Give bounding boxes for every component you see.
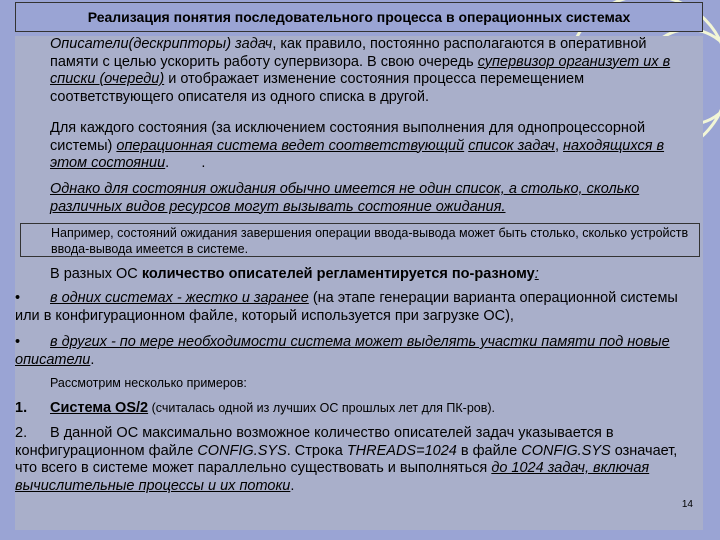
p4-text-a: В разных ОС (50, 266, 142, 282)
slide-content (15, 36, 703, 530)
dynamic-allocation-phrase: в других - по мере необходимости система может выделять участки памяти под новые описатели (15, 334, 670, 368)
item2-text-g: означает, что всего в системе может параллельно существовать и выполняться (15, 442, 678, 476)
list-item-os2 (15, 400, 690, 418)
item2-text-e: в файле (456, 442, 522, 459)
bullet-fixed-systems (15, 290, 690, 325)
bullet-dynamic-systems (15, 334, 690, 369)
p2-end: . . (165, 155, 206, 171)
config-file-name-2: CONFIG.SYS (521, 442, 611, 459)
item2-text-c: . Строка (286, 442, 347, 459)
slide-title-text: Реализация понятия последовательного процесса в операционных системах (87, 9, 631, 25)
bullet-marker: • (15, 290, 21, 306)
in-this-state-phrase: находящихся в этом состоянии (50, 137, 665, 171)
config-file-name: CONFIG.SYS (197, 442, 287, 459)
item2-end: . (290, 477, 295, 494)
list-item-config (15, 425, 690, 495)
os2-system-name: Система OS/2 (50, 400, 149, 416)
paragraph-descriptors (15, 36, 690, 106)
page-number: 14 (681, 499, 693, 510)
threads-setting: THREADS=1024 (346, 442, 457, 459)
fixed-in-advance-phrase: в одних системах - жестко и заранее (50, 290, 309, 306)
bullet1-text: (на этапе генерации варианта операционной системы или в конфигурационном файле, который используется при загрузке ОС), (15, 290, 678, 324)
p1-text-d: и отображает изменение состояния процесса перемещением соответствующего описателя из одного списка в другой. (50, 71, 585, 105)
slide-title (15, 2, 703, 32)
max-tasks-phrase: до 1024 задач, включая вычислительные процессы и их потоки (15, 460, 650, 494)
list-number: 1. (15, 400, 28, 416)
bullet-marker: • (15, 334, 21, 350)
p2-comma: , (554, 137, 564, 154)
paragraph-descriptor-count (15, 266, 690, 284)
list-number: 2. (15, 425, 28, 441)
paragraph-examples-intro: Рассмотрим несколько примеров: (50, 376, 247, 390)
p4-colon: : (534, 266, 539, 282)
p1-text-b: , как правило, постоянно располагаются в оперативной памяти с целью ускорить работу супервизора. В свою очередь (50, 36, 647, 70)
term-descriptors: Описатели(дескрипторы) задач (50, 36, 273, 52)
paragraph-state-lists (15, 120, 690, 173)
paragraph-waiting-lists: Однако для состояния ожидания обычно имеется не один список, а столько, сколько различных видов ресурсов могут вызывать состояние ожидания. (50, 181, 640, 215)
example-note-box (20, 223, 700, 257)
count-regulated-phrase: количество описателей регламентируется по-разному (141, 266, 535, 282)
p2-text-a: Для каждого состояния (за исключением состояния выполнения для однопроцессорной системы) (50, 120, 646, 154)
bullet2-end: . (90, 351, 95, 368)
os-maintains-phrase: операционная система ведет соответствующий (116, 137, 465, 154)
task-list-phrase: список задач (468, 137, 555, 154)
example-note-text: Например, состояний ожидания завершения операции ввода-вывода может быть столько, сколько устройств ввода-вывода имеется в системе. (51, 226, 689, 256)
supervisor-phrase: супервизор организует их в списки (очереди) (50, 53, 671, 87)
os2-description: (считалась одной из лучших ОС прошлых лет для ПК-ров). (148, 401, 496, 415)
item2-text-a: В данной ОС максимально возможное количество описателей задач указывается в конфигурационном файле (15, 425, 614, 459)
